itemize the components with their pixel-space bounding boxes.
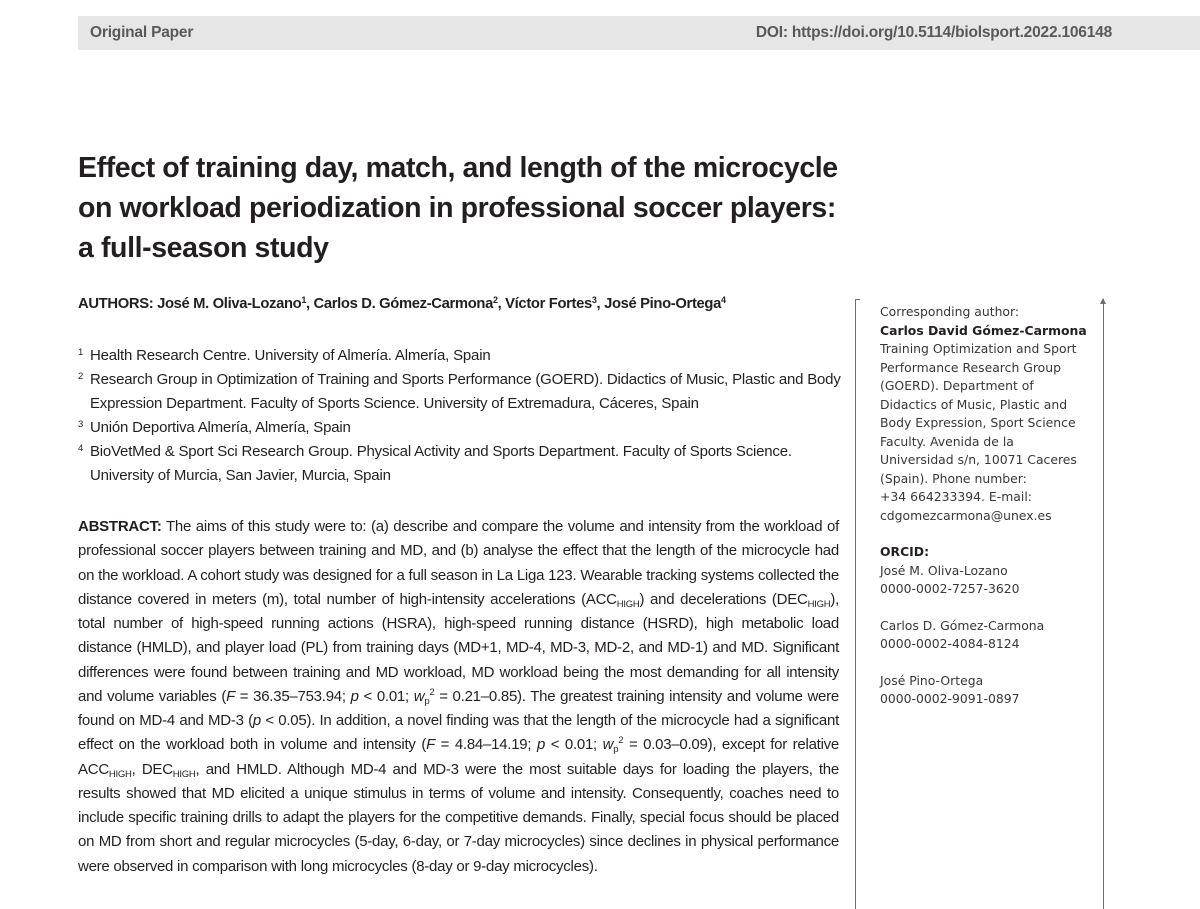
abstract-text: < 0.01; bbox=[358, 687, 414, 705]
sidebar-right-rule bbox=[1103, 299, 1104, 909]
stat-symbol: w bbox=[413, 687, 425, 705]
stat-symbol: F bbox=[226, 687, 235, 705]
affiliation-text: Research Group in Optimization of Training and Sports Performance (GOERD). Didactics of Music, Plastic and Body Expression Department. Faculty of Sports Science. University of Extremadura, Cáceres, Spain bbox=[90, 371, 841, 412]
affiliation-number: 2 bbox=[78, 371, 84, 382]
author-affiliation-marker: 2 bbox=[492, 295, 498, 305]
address-line: Body Expression, Sport Science bbox=[880, 415, 1076, 430]
address-line: Performance Research Group bbox=[880, 359, 1061, 375]
affiliation-text: Health Research Centre. University of Almería. Almería, Spain bbox=[90, 347, 491, 364]
article-type-label: Original Paper bbox=[90, 24, 194, 41]
orcid-author-name: Carlos D. Gómez-Carmona bbox=[880, 617, 1045, 633]
author-name: José Pino-Ortega bbox=[604, 296, 721, 312]
author-name: Víctor Fortes bbox=[505, 296, 592, 312]
authors-label: AUTHORS: bbox=[78, 296, 154, 312]
orcid-author-name: José M. Oliva-Lozano bbox=[880, 562, 1008, 578]
author-name: Carlos D. Gómez-Carmona bbox=[313, 296, 493, 312]
abstract-text: , DEC bbox=[131, 760, 173, 778]
author-name: José M. Oliva-Lozano bbox=[157, 296, 302, 312]
address-line: Didactics of Music, Plastic and bbox=[880, 396, 1068, 412]
title-line-2: on workload periodization in professional soccer players: bbox=[78, 192, 836, 224]
stat-symbol: p bbox=[350, 687, 359, 705]
abstract-text: = 0.03–0.09), except for relative ACC bbox=[78, 736, 840, 778]
title-line-1: Effect of training day, match, and length of the microcycle bbox=[78, 152, 838, 184]
subscript-high: HIGH bbox=[108, 768, 132, 780]
affiliation-item bbox=[78, 416, 843, 440]
spacer bbox=[880, 525, 1098, 543]
abstract-text: ), total number of high-speed running actions (HSRA), high-speed running distance (HSRD), high metabolic load distance (HMLD), and player load (PL) from training days (MD+1, MD-4, MD-3, MD-2, and MD-1) and MD. Significant differences were found between training and MD workload, MD workload being the most demanding for all intensity and volume variables ( bbox=[78, 590, 839, 705]
subscript-high: HIGH bbox=[807, 598, 831, 610]
title-line-3: a full-season study bbox=[78, 232, 329, 264]
affiliation-text: BioVetMed & Sport Sci Research Group. Physical Activity and Sports Department. Faculty of Sports Science. University of Murcia, San Javier, Murcia, Spain bbox=[90, 443, 792, 484]
abstract-text: ) and decelerations (DEC bbox=[639, 590, 808, 608]
spacer bbox=[880, 654, 1098, 672]
address-line: (Spain). Phone number: bbox=[880, 470, 1027, 486]
address-line: Universidad s/n, 10071 Caceres bbox=[880, 452, 1077, 467]
abstract-text: < 0.05). In addition, a novel finding was that the length of the microcycle had a significant effect on the workload both in volume and intensity ( bbox=[78, 712, 839, 754]
affiliation-number: 1 bbox=[78, 347, 84, 358]
header-bar bbox=[78, 16, 1200, 50]
stat-symbol: p bbox=[536, 736, 546, 754]
address-line: +34 664233394. E-mail: bbox=[880, 489, 1032, 504]
orcid-id[interactable]: 0000-0002-9091-0897 bbox=[880, 691, 1020, 706]
subscript-p: p bbox=[424, 695, 430, 707]
abstract-text: The aims of this study were to: (a) describe and compare the volume and intensity from the workload of professional soccer players between training and MD, and (b) analyse the effect that the length of the microcycle had on the workload. A cohort study was designed for a full season in La Liga 123. Wearable tracking systems collected the distance covered in meters (m), total number of high-intensity accelerations (ACC bbox=[78, 518, 839, 608]
address-line: Faculty. Avenida de la bbox=[880, 433, 1014, 449]
orcid-label: ORCID: bbox=[880, 544, 930, 559]
doi-link[interactable]: DOI: https://doi.org/10.5114/biolsport.2022.106148 bbox=[755, 24, 1112, 41]
corresponding-author-sidebar bbox=[880, 303, 1098, 709]
author-affiliation-marker: 3 bbox=[591, 295, 597, 305]
abstract-paragraph bbox=[78, 515, 839, 879]
corresponding-author-label: Corresponding author: bbox=[880, 304, 1020, 319]
spacer bbox=[880, 599, 1098, 617]
abstract-text: = 4.84–14.19; bbox=[435, 736, 537, 754]
abstract-label: ABSTRACT: bbox=[78, 518, 162, 535]
authors-line: AUTHORS: José M. Oliva-Lozano$^1$, Carlos D. Gómez-Carmona$^2$, Víctor Fortes$^3$, José Pino-Ortega$^4$ bbox=[78, 295, 726, 312]
orcid-author-name: José Pino-Ortega bbox=[880, 672, 984, 688]
stat-symbol: w bbox=[602, 736, 614, 754]
subscript-high: HIGH bbox=[616, 598, 640, 610]
affiliation-item bbox=[78, 440, 843, 488]
sidebar-arrow-icon bbox=[1100, 298, 1106, 304]
superscript-2: 2 bbox=[429, 686, 435, 698]
affiliation-text: Unión Deportiva Almería, Almería, Spain bbox=[90, 419, 351, 436]
abstract-text: , and HMLD. Although MD-4 and MD-3 were the most suitable days for loading the players, the results showed that MD elicited a unique stimulus in terms of volume and intensity. Consequently, coaches need to include specific training drills to adapt the players for the competitive demands. Finally, special focus should be placed on MD from short and regular microcycles (5-day, 6-day, or 7-day microcycles) since declines in physical performance were observed in comparison with long microcycles (8-day or 9-day microcycles). bbox=[78, 760, 839, 875]
orcid-id[interactable]: 0000-0002-7257-3620 bbox=[880, 581, 1020, 596]
subscript-high: HIGH bbox=[172, 768, 196, 780]
stat-symbol: F bbox=[426, 736, 436, 754]
affiliation-item bbox=[78, 368, 843, 416]
email-link[interactable]: cdgomezcarmona@unex.es bbox=[880, 507, 1052, 523]
abstract-text: = 36.35–753.94; bbox=[235, 687, 351, 705]
subscript-p: p bbox=[613, 744, 619, 756]
corresponding-author-name: Carlos David Gómez-Carmona bbox=[880, 322, 1087, 338]
abstract-text: = 0.21–0.85). The greatest training intensity and volume were found on MD-4 and MD-3 ( bbox=[78, 687, 839, 729]
affiliations-list bbox=[78, 344, 843, 488]
stat-symbol: p bbox=[252, 712, 261, 729]
sidebar-left-rule bbox=[855, 299, 856, 909]
affiliation-number: 3 bbox=[78, 419, 84, 430]
author-affiliation-marker: 1 bbox=[301, 295, 307, 305]
sidebar-left-tick bbox=[855, 299, 860, 304]
paper-title bbox=[78, 148, 1038, 268]
abstract-text: < 0.01; bbox=[545, 736, 603, 754]
affiliation-number: 4 bbox=[78, 443, 84, 454]
affiliation-item bbox=[78, 344, 843, 368]
superscript-2: 2 bbox=[618, 735, 624, 747]
author-affiliation-marker: 4 bbox=[720, 295, 726, 305]
address-line: (GOERD). Department of bbox=[880, 378, 1034, 393]
address-line: Training Optimization and Sport bbox=[880, 341, 1077, 356]
orcid-id[interactable]: 0000-0002-4084-8124 bbox=[880, 636, 1020, 651]
